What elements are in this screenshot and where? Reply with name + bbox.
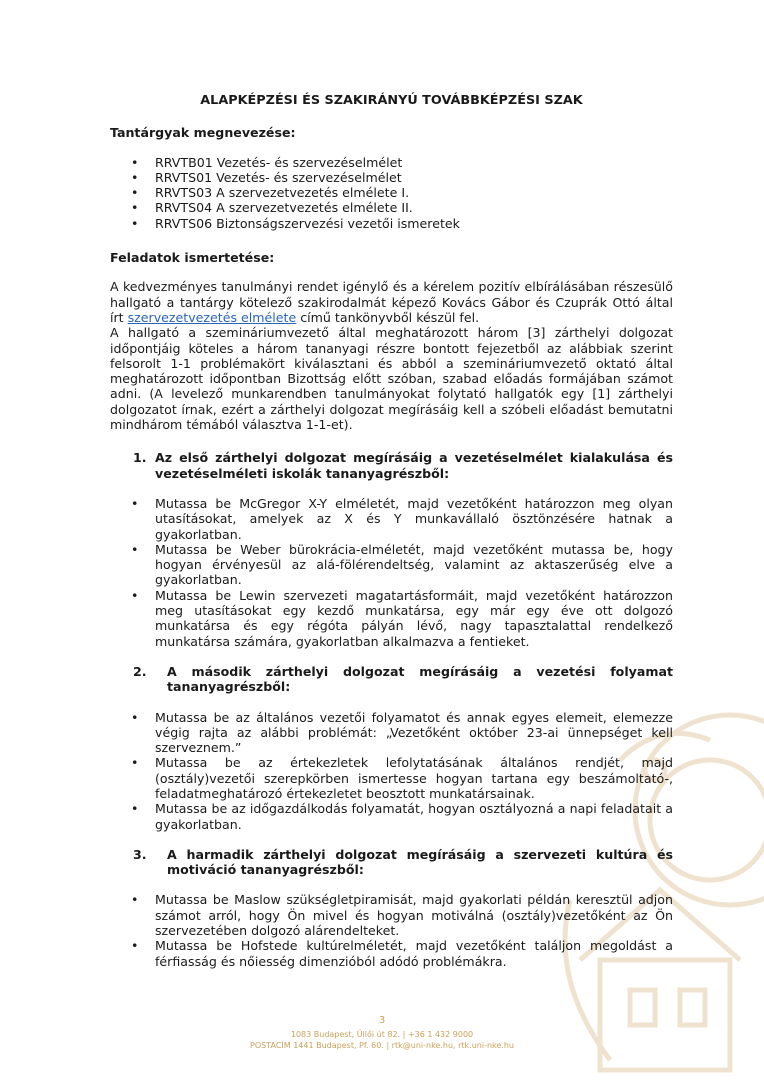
footer-postal: POSTACÍM 1441 Budapest, Pf. 60. | rtk@uni-nke.hu, rtk.uni-nke.hu: [250, 1041, 514, 1050]
bullet-icon: •: [131, 185, 139, 201]
list-item: • RRVTB01 Vezetés- és szervezéselmélet: [131, 154, 403, 170]
list-item: • Mutassa be Lewin szervezeti magatartásformáit, majd vezetőként határozzon meg utasításokat egy kezdő munkatársa, egy már egy éve ott dolgozó munkatársa és egy régóta pályán lévő, nagy tapasztalattal rendelkező munkatársa számára, gyakorlatban alkalmazva a fentieket.: [131, 587, 673, 649]
bullet-icon: •: [131, 801, 139, 817]
footer-address: 1083 Budapest, Üllői út 82. | +36 1 432 9000: [290, 1030, 474, 1039]
list-item: • RRVTS03 A szervezetvezetés elmélete I.: [131, 185, 410, 201]
list-item: • Mutassa be az időgazdálkodás folyamatát, hogyan osztályozná a napi feladatait a gyakorlatban.: [131, 801, 673, 832]
list-item: • Mutassa be Hofstede kultúrelméletét, majd vezetőként találjon megoldást a férfiasság és nőiesség dimenzióból adódó problémákra.: [131, 938, 673, 969]
bullet-icon: •: [131, 938, 139, 954]
list-item: • Mutassa be az általános vezetői folyamatot és annak egyes elemeit, elemezze végig rajta az alábbi problémát: „Vezetőként október 23-ai ünnepséget kell szerveznem.”: [131, 709, 673, 756]
bullet-icon: •: [131, 169, 139, 185]
section-1-heading: 1. Az első zárthelyi dolgozat megírásáig a vezetéselmélet kialakulása és vezetéselméleti iskolák tananyagrészből:: [133, 450, 673, 481]
intro-paragraph-1: A kedvezményes tanulmányi rendet igénylő és a kérelem pozitív elbírálásában részesülő hallgató a tantárgy kötelező szakirodalmát képező Kovács Gábor és Czuprák Ottó által írt szervezetvezetés elmélete című tankönyvből készül fel.: [110, 279, 673, 325]
tasks-heading: Feladatok ismertetése:: [110, 250, 275, 266]
bullet-icon: •: [131, 892, 139, 908]
bullet-icon: •: [131, 709, 139, 725]
document-page: [110, 93, 673, 984]
section-3-heading: 3. A harmadik zárthelyi dolgozat megírásáig a szervezeti kultúra és motiváció tananyagrészből:: [133, 846, 673, 878]
section-1-list: [110, 496, 673, 649]
bullet-icon: •: [131, 755, 139, 771]
bullet-icon: •: [131, 154, 139, 170]
courses-heading: Tantárgyak megnevezése:: [110, 125, 296, 141]
bullet-icon: •: [131, 495, 139, 511]
bullet-icon: •: [131, 215, 139, 231]
list-item: • Mutassa be Maslow szükségletpiramisát, majd gyakorlati példán keresztül adjon számot arról, hogy Ön mivel és hogyan motiválná (osztály)vezetőként az Ön szervezetében dolgozó alárendelteket.: [131, 892, 673, 939]
bullet-icon: •: [131, 541, 139, 557]
bullet-icon: •: [131, 200, 139, 216]
section-2-list: [110, 710, 673, 832]
bullet-icon: •: [131, 587, 139, 603]
list-item: • Mutassa be Weber bürokrácia-elméletét, majd vezetőként mutassa be, hogy hogyan érvényesül az alá-fölérendeltség, valamint az aktaszerűség elve a gyakorlatban.: [131, 541, 673, 588]
list-item: • Mutassa be McGregor X-Y elméletét, majd vezetőként határozzon meg olyan utasításokat, amelyek az X és Y munkavállaló ösztönzésére hatnak a gyakorlatban.: [131, 495, 673, 542]
section-3-list: [110, 892, 673, 968]
course-list: [110, 155, 673, 231]
textbook-link[interactable]: szervezetvezetés elmélete: [127, 309, 297, 325]
page-number: 3: [378, 1015, 386, 1026]
list-item: • RRVTS04 A szervezetvezetés elmélete II.: [131, 200, 413, 216]
intro-paragraph-2: A hallgató a szemináriumvezető által meghatározott három [3] zárthelyi dolgozat időpontjáig köteles a három tananyagi részre bontott fejezetből az alábbiak szerint felsorolt 1-1 problémakört kiválasztani és abból a szemináriumvezető oktató által meghatározott időpontban Bizottság előtt szóban, szabad előadás formájában számot adni. (A levelező munkarendben tanulmányokat folytató hallgatók egy [1] zárthelyi dolgozatot írnak, ezért a zárthelyi dolgozat megírásáig kell a szóbeli előadást bemutatni mindhárom témából választva 1-1-et).: [110, 325, 673, 433]
list-item: • Mutassa be az értekezletek lefolytatásának általános rendjét, majd (osztály)vezetői szerepkörben ismertesse hogyan tartana egy beszámoltató-, feladatmeghatározó értekezletet beosztott munkatársainak.: [131, 755, 673, 801]
list-item: • RRVTS01 Vezetés- és szervezéselmélet: [131, 169, 402, 185]
list-item: • RRVTS06 Biztonságszervezési vezetői ismeretek: [131, 215, 460, 231]
document-title: ALAPKÉPZÉSI ÉS SZAKIRÁNYÚ TOVÁBBKÉPZÉSI SZAK: [200, 93, 583, 108]
section-2-heading: 2. A második zárthelyi dolgozat megírásáig a vezetési folyamat tananyagrészből:: [133, 663, 673, 695]
